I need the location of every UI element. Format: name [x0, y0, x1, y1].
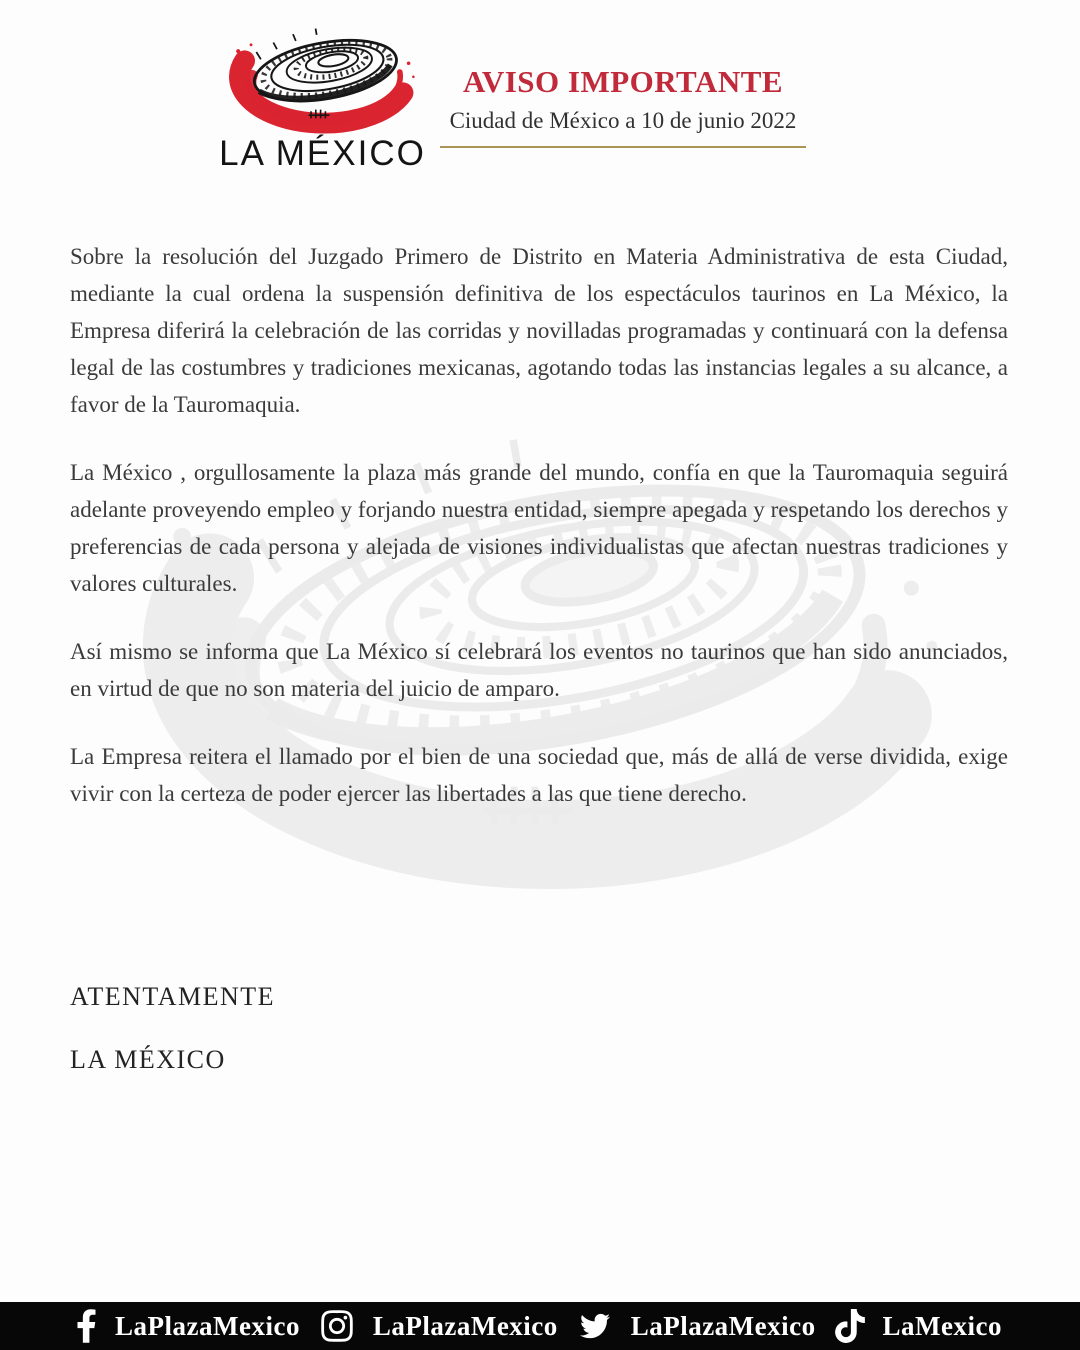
gold-divider	[440, 146, 806, 148]
body-paragraph: La México , orgullosamente la plaza más grande del mundo, confía en que la Tauromaquia seguirá adelante proveyendo empleo y forjando nuestra entidad, siempre apegada y respetando los derechos y preferencias de cada persona y alejada de visiones individualistas que afectan nuestras tradiciones y valores culturales.	[70, 460, 1008, 596]
social-handle: LaPlazaMexico	[630, 1310, 816, 1341]
social-item-tiktok[interactable]	[835, 1309, 1002, 1343]
social-handle: LaMexico	[882, 1310, 1002, 1341]
social-item-instagram[interactable]	[319, 1308, 558, 1344]
logo-block	[215, 24, 430, 174]
body-paragraph: Así mismo se informa que La México sí celebrará los eventos no taurinos que han sido anunciados, en virtud de que no son materia del juicio de amparo.	[70, 639, 1008, 701]
notice-title: AVISO IMPORTANTE	[462, 64, 784, 99]
closing-line: ATENTAMENTE	[70, 982, 276, 1011]
notice-header	[436, 64, 810, 148]
social-item-twitter[interactable]	[577, 1311, 816, 1342]
brand-name: LA MÉXICO	[219, 134, 426, 173]
social-item-facebook[interactable]	[76, 1307, 300, 1345]
instagram-icon	[319, 1308, 355, 1344]
body-paragraph: Sobre la resolución del Juzgado Primero de Distrito en Materia Administrativa de esta Ciudad, mediante la cual ordena la suspensión definitiva de los espectáculos taurinos en La México, la Empresa diferirá la celebración de las corridas y novilladas programadas y continuará con la defensa legal de las costumbres y tradiciones mexicanas, agotando todas las instancias legales a su alcance, a favor de la Tauromaquia.	[70, 244, 1008, 417]
bullring-logo-icon	[217, 24, 429, 136]
tiktok-icon	[835, 1309, 865, 1343]
social-handle: LaPlazaMexico	[372, 1310, 558, 1341]
signature-line: LA MÉXICO	[70, 1045, 226, 1074]
dateline: Ciudad de México a 10 de junio 2022	[449, 108, 797, 133]
facebook-icon	[76, 1307, 97, 1345]
body-paragraph: La Empresa reitera el llamado por el bien de una sociedad que, más de allá de verse dividida, exige vivir con la certeza de poder ejercer las libertades a las que tiene derecho.	[70, 744, 1008, 806]
signoff-block	[70, 982, 275, 1075]
social-footer	[0, 1302, 1080, 1350]
twitter-icon	[577, 1311, 613, 1341]
social-handle: LaPlazaMexico	[115, 1310, 300, 1341]
letter-body	[70, 238, 1008, 843]
